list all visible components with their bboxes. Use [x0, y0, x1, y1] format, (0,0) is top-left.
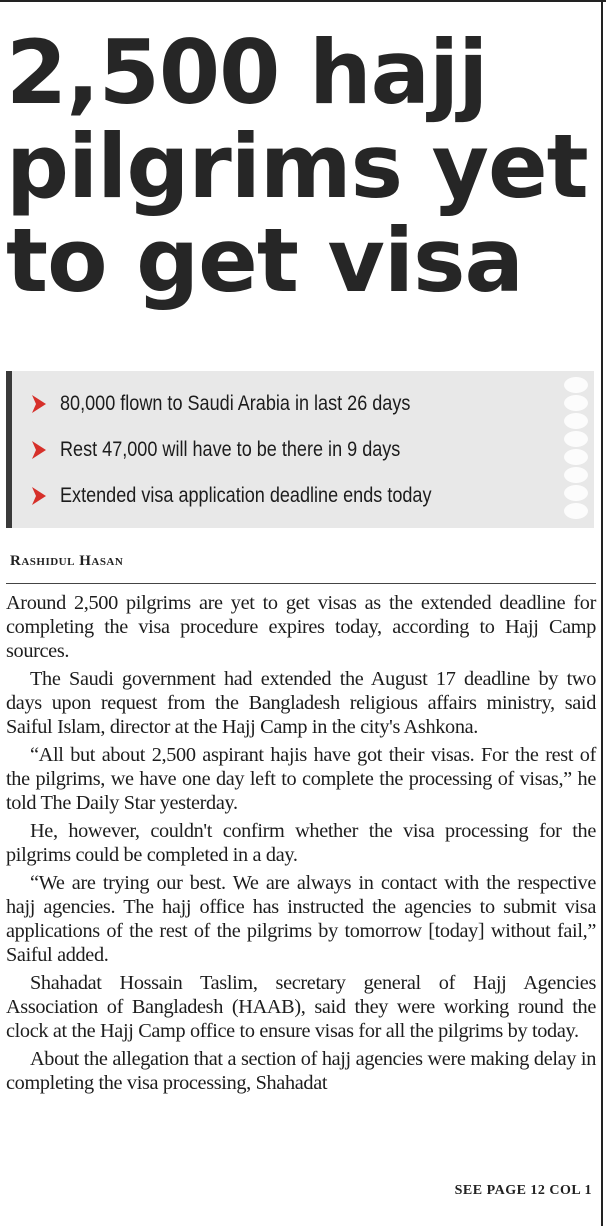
- headline-line: 2,500 hajj: [6, 21, 488, 124]
- paragraph: About the allegation that a section of hajj agencies were making delay in completing the visa processing, Shahadat: [6, 1048, 596, 1094]
- highlight-item: [32, 481, 492, 511]
- highlight-item: [32, 389, 467, 419]
- paragraph: “We are trying our best. We are always in contact with the respective hajj agencies. The hajj office has instructed the agencies to submit visa applications of the rest of the pilgrims by tomorrow [today] without fail,” Saiful added.: [6, 872, 596, 966]
- headline-line: pilgrims yet: [6, 115, 588, 218]
- jump-line: SEE PAGE 12 COL 1: [454, 1183, 592, 1198]
- arrow-bullet-icon: [32, 395, 46, 413]
- top-rule: [0, 0, 606, 2]
- arrow-bullet-icon: [32, 441, 46, 459]
- highlight-text: Rest 47,000 will have to be there in 9 days: [60, 438, 401, 461]
- byline-rule: [6, 583, 596, 584]
- decorative-dots: [564, 377, 590, 523]
- highlights-box: [6, 371, 594, 528]
- paragraph: Shahadat Hossain Taslim, secretary general of Hajj Agencies Association of Bangladesh (HAAB), said they were working round the clock at the Hajj Camp office to ensure visas for all the pilgrims by today.: [6, 972, 596, 1042]
- paragraph: “All but about 2,500 aspirant hajis have got their visas. For the rest of the pilgrims, we have one day left to complete the processing of visas,” he told The Daily Star yesterday.: [6, 744, 596, 814]
- highlight-text: Extended visa application deadline ends today: [60, 484, 432, 507]
- arrow-bullet-icon: [32, 487, 46, 505]
- byline: Rashidul Hasan: [10, 553, 124, 569]
- paragraph: Around 2,500 pilgrims are yet to get visas as the extended deadline for completing the visa procedure expires today, according to Hajj Camp sources.: [6, 592, 596, 662]
- headline: [6, 21, 596, 312]
- highlight-item: [32, 435, 456, 465]
- paragraph: The Saudi government had extended the August 17 deadline by two days upon request from the Bangladesh religious affairs ministry, said Saiful Islam, director at the Hajj Camp in the city's Ashkona.: [6, 668, 596, 738]
- highlight-text: 80,000 flown to Saudi Arabia in last 26 days: [60, 392, 411, 415]
- headline-line: to get visa: [6, 209, 523, 312]
- article-body: [6, 591, 596, 1095]
- paragraph: He, however, couldn't confirm whether the visa processing for the pilgrims could be completed in a day.: [6, 820, 596, 866]
- column-rule: [601, 0, 603, 1226]
